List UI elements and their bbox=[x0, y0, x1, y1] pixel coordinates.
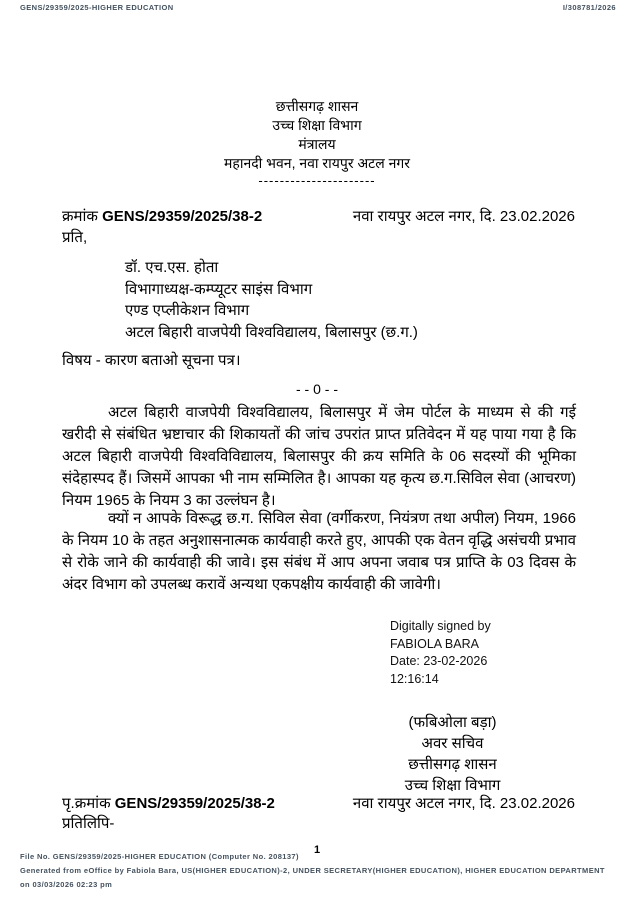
body-paragraph-1: अटल बिहारी वाजपेयी विश्वविद्यालय, बिलासपुर में जेम पोर्टल के माध्यम से की गई खरीदी से संबंधित भ्रष्टाचार की शिकायतों की जांच उपरांत प्राप्त प्रतिवेदन में यह पाया गया है कि अटल बिहारी वाजपेयी विश्वविविद्यालय, बिलासपुर की क्रय समिति के 06 सदस्यों की भूमिका संदेहास्पद हैं। जिसमें आपका भी नाम सम्मिलित है। आपका यह कृत्य छ.ग.सिविल सेवा (आचरण) नियम 1965 के नियम 3 का उल्लंघन है। bbox=[62, 404, 576, 509]
signatory-block bbox=[370, 712, 535, 796]
endorsement-left bbox=[62, 793, 275, 813]
digital-signature-time: 12:16:14 bbox=[390, 671, 439, 686]
footer-file-number: File No. GENS/29359/2025-HIGHER EDUCATION (Computer No. 208137) bbox=[20, 852, 299, 861]
letterhead-address: महानदी भवन, नवा रायपुर अटल नगर bbox=[224, 155, 410, 171]
reference-label: क्रमांक bbox=[62, 208, 98, 225]
signatory-department: उच्च शिक्षा विभाग bbox=[404, 777, 501, 794]
letterhead-divider: ---------------------- bbox=[258, 173, 376, 188]
letterhead bbox=[0, 97, 634, 188]
endorsement-line bbox=[62, 793, 575, 813]
issue-number-header: I/308781/2026 bbox=[562, 3, 616, 12]
letterhead-government: छत्तीसगढ़ शासन bbox=[275, 98, 359, 114]
subject-line: विषय - कारण बताओ सूचना पत्र। bbox=[62, 352, 241, 369]
endorsement-label: पृ.क्रमांक bbox=[62, 795, 111, 812]
digital-signature-stamp bbox=[390, 618, 491, 688]
digital-signature-name: FABIOLA BARA bbox=[390, 636, 479, 651]
letterhead-department: उच्च शिक्षा विभाग bbox=[272, 117, 362, 133]
body-paragraph-2: क्यों न आपके विरूद्ध छ.ग. सिविल सेवा (वर्गीकरण, नियंत्रण तथा अपील) नियम, 1966 के नियम 10 के तहत अनुशासनात्मक कार्यवाही करते हुए, आपकी एक वेतन वृद्धि असंचयी प्रभाव से रोके जाने की कार्यवाही की जावे। इस संबंध में आप अपना जवाब पत्र प्राप्ति के 03 दिवस के अंदर विभाग को उपलब्ध करावें अन्यथा एकपक्षीय कार्यवाही की जावेगी। bbox=[62, 510, 576, 593]
endorsement-place-date: नवा रायपुर अटल नगर, दि. 23.02.2026 bbox=[352, 795, 575, 812]
addressee-designation: विभागाध्यक्ष-कम्प्यूटर साइंस विभाग bbox=[125, 280, 313, 298]
eoffice-header bbox=[20, 3, 616, 12]
reference-left bbox=[62, 206, 262, 226]
letterhead-ministry: मंत्रालय bbox=[298, 136, 336, 152]
addressee-block bbox=[125, 257, 418, 343]
endorsement-number: GENS/29359/2025/38-2 bbox=[114, 795, 275, 812]
copy-label: प्रतिलिपि- bbox=[62, 815, 115, 832]
reference-number: GENS/29359/2025/38-2 bbox=[102, 208, 263, 225]
salutation: प्रति, bbox=[62, 229, 88, 246]
eoffice-footer bbox=[20, 850, 616, 892]
file-number-header: GENS/29359/2025-HIGHER EDUCATION bbox=[20, 3, 174, 12]
section-divider: - - 0 - - bbox=[296, 381, 338, 397]
signatory-designation: अवर सचिव bbox=[421, 735, 484, 752]
signatory-government: छत्तीसगढ़ शासन bbox=[408, 756, 497, 773]
addressee-department: एण्ड एप्लीकेशन विभाग bbox=[125, 302, 250, 319]
addressee-name: डॉ. एच.एस. होता bbox=[125, 259, 219, 276]
digital-signature-date: Date: 23-02-2026 bbox=[390, 654, 488, 668]
reference-line bbox=[62, 206, 575, 226]
signatory-name: (फबिओला बड़ा) bbox=[408, 714, 497, 731]
digital-signature-label: Digitally signed by bbox=[390, 619, 491, 633]
reference-place-date: नवा रायपुर अटल नगर, दि. 23.02.2026 bbox=[352, 208, 575, 225]
footer-generated-info: Generated from eOffice by Fabiola Bara, US(HIGHER EDUCATION)-2, UNDER SECRETARY(HIGHER EDUCATION), HIGHER EDUCATION DEPARTMENT on 03/03/2026 02:23 pm bbox=[20, 866, 605, 889]
addressee-university: अटल बिहारी वाजपेयी विश्वविद्यालय, बिलासपुर (छ.ग.) bbox=[125, 323, 418, 341]
page-number: 1 bbox=[313, 844, 321, 856]
